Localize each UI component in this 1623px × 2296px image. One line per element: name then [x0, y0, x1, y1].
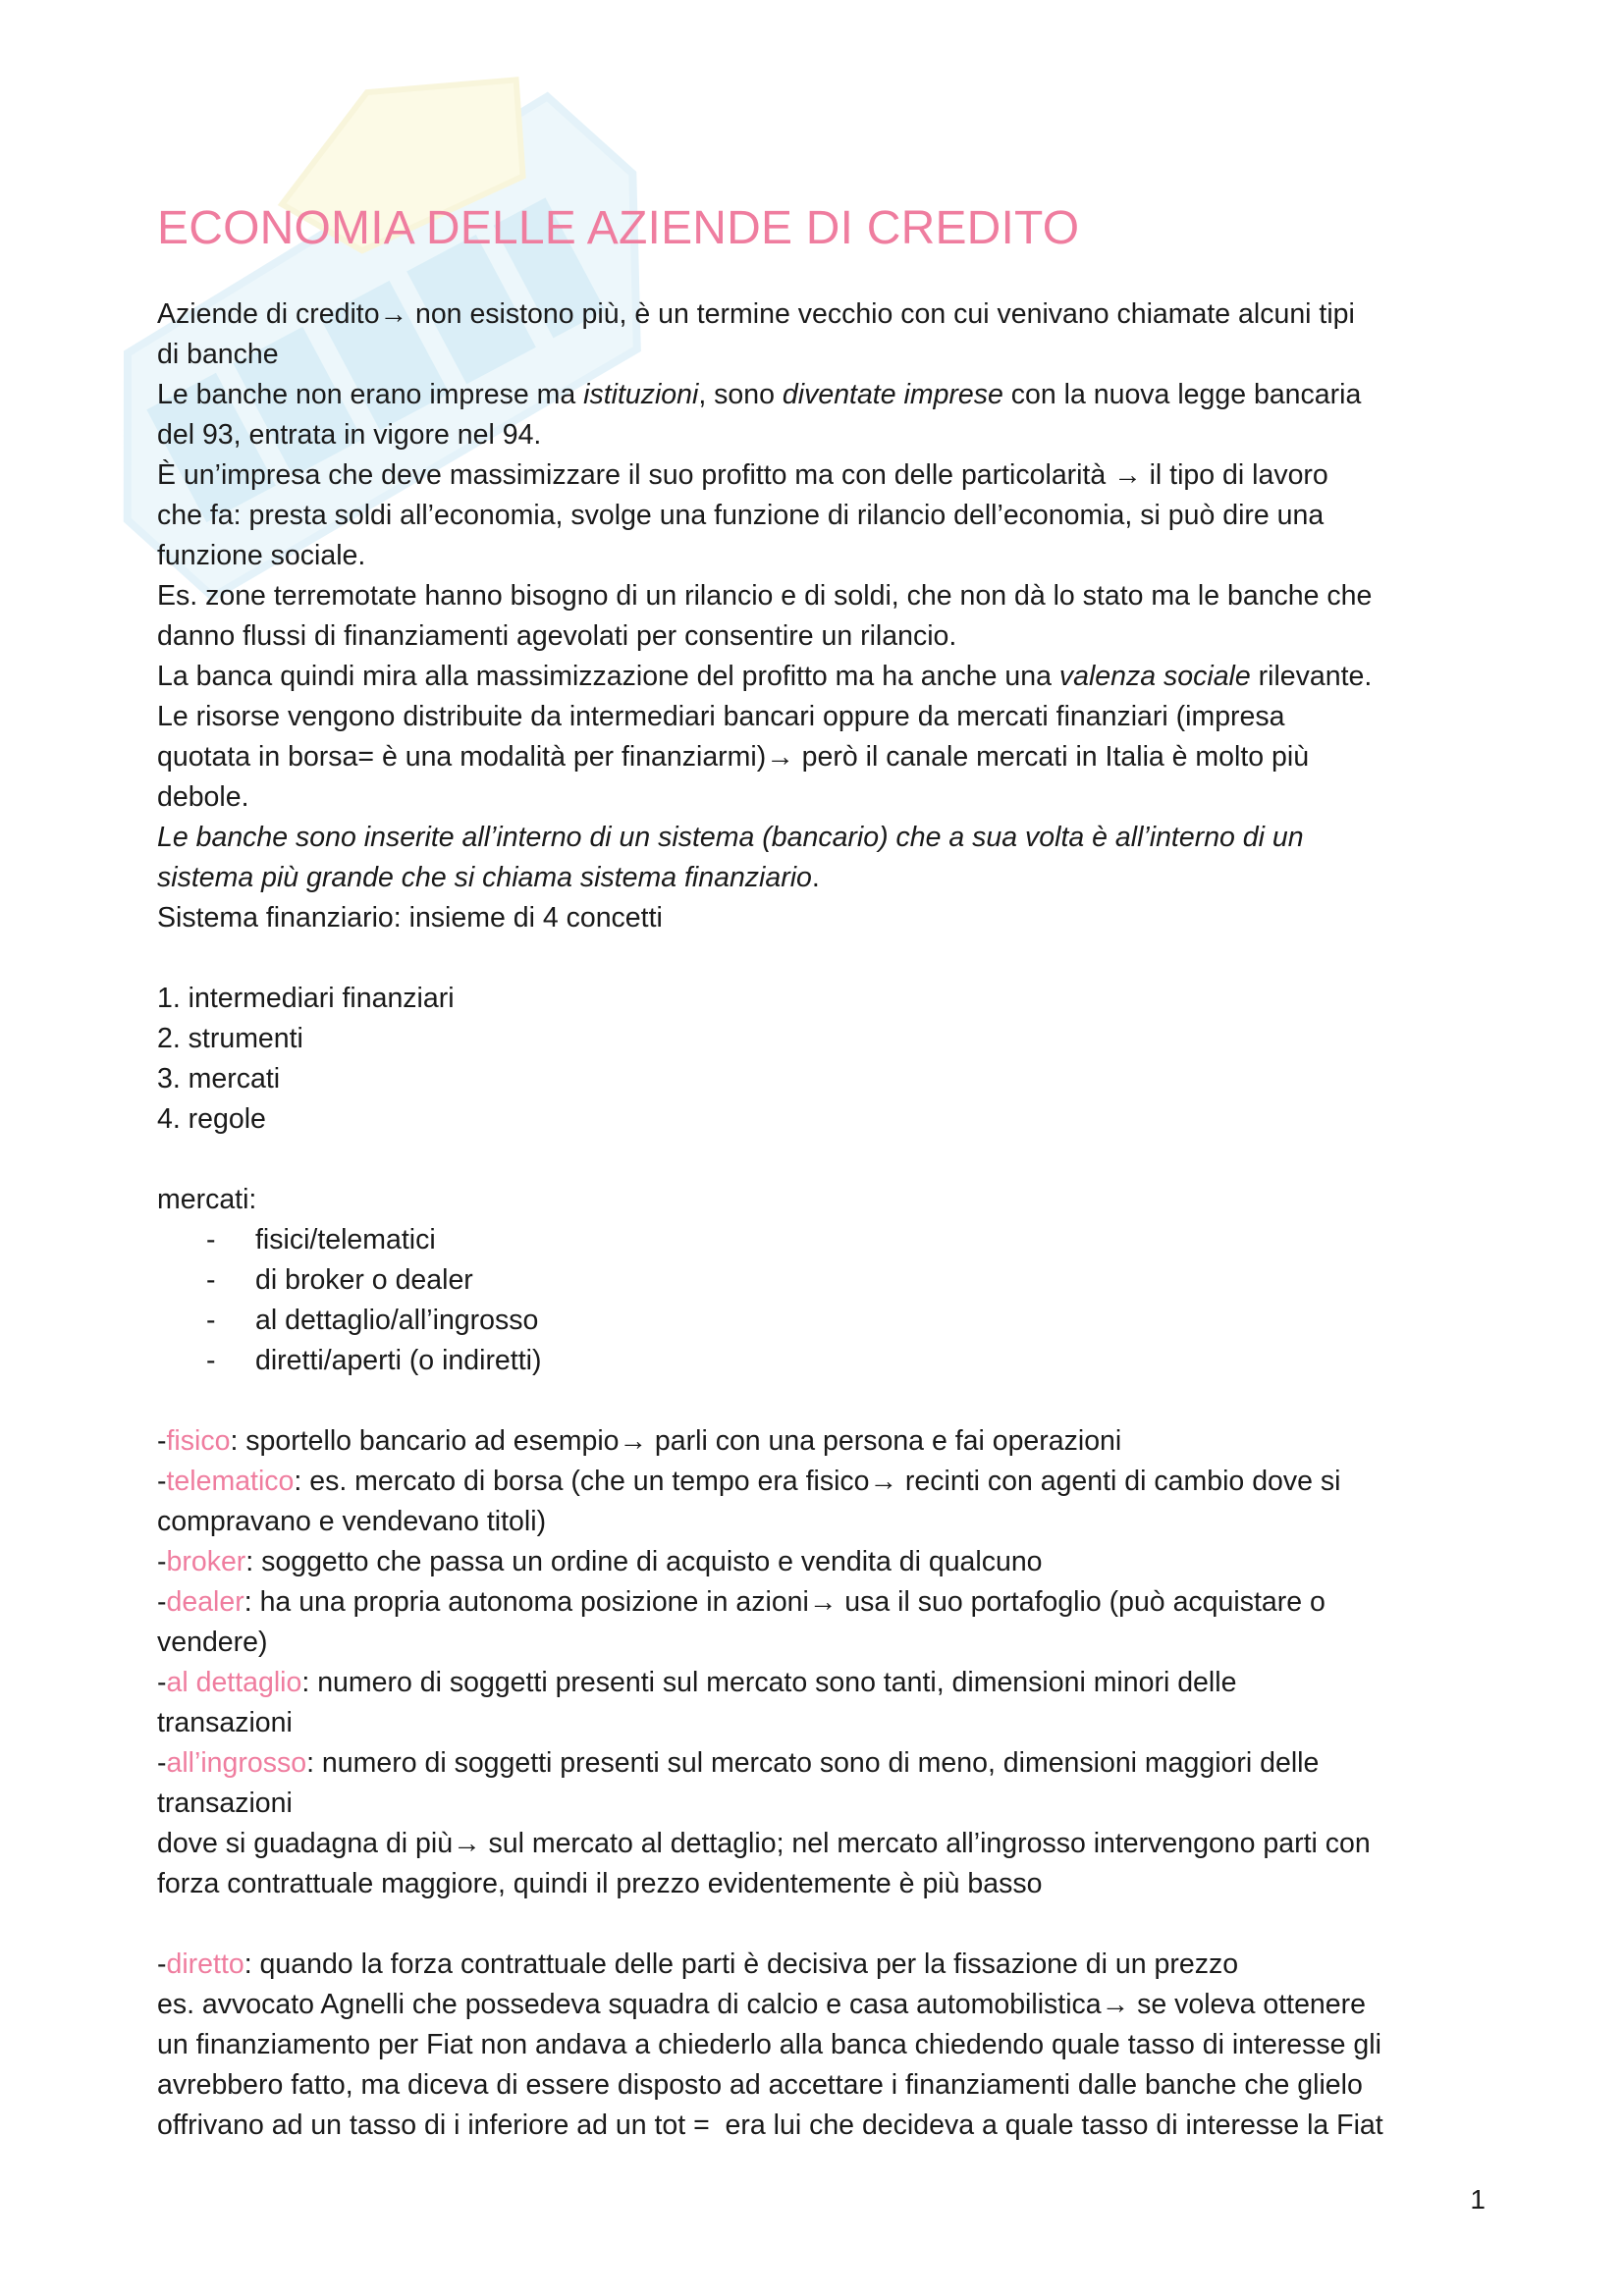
definition-line: transazioni [157, 1707, 293, 1738]
definition-text: : quando la forza contrattuale delle parti è decisiva per la fissazione di un prezzo [243, 1949, 1239, 1980]
list-item: 4. regole [157, 1103, 266, 1135]
paragraph-line: del 93, entrata in vigore nel 94. [157, 419, 542, 451]
text-run: con la nuova legge bancaria [1002, 379, 1362, 410]
definition-line: vendere) [157, 1627, 268, 1658]
text-run: rilevante. [1250, 661, 1373, 692]
paragraph-line: debole. [157, 781, 249, 813]
text-run: , sono [698, 379, 783, 410]
paragraph-line: es. avvocato Agnelli che possedeva squadra di calcio e casa automobilistica→ se voleva ottenere [157, 1989, 1366, 2020]
dash: - [157, 1425, 167, 1457]
paragraph-line: Sistema finanziario: insieme di 4 concetti [157, 902, 663, 934]
paragraph-line: Es. zone terremotate hanno bisogno di un rilancio e di soldi, che non dà lo stato ma le banche che [157, 580, 1373, 612]
dash: - [157, 1667, 167, 1698]
paragraph-line: che fa: presta soldi all’economia, svolge una funzione di rilancio dell’economia, si può dire una [157, 500, 1325, 531]
text-run: . [811, 862, 820, 893]
text-run: Le banche non erano imprese ma [157, 379, 584, 410]
definition-text: : numero di soggetti presenti sul mercato sono tanti, dimensioni minori delle [301, 1667, 1237, 1698]
paragraph-line: forza contrattuale maggiore, quindi il prezzo evidentemente è più basso [157, 1868, 1043, 1899]
italic-text: sistema più grande che si chiama sistema finanziario [157, 862, 812, 893]
paragraph-line: funzione sociale. [157, 540, 366, 571]
list-item [157, 1260, 1492, 1301]
definition-text: : numero di soggetti presenti sul mercato sono di meno, dimensioni maggiori delle [306, 1747, 1320, 1779]
paragraph-line: Le risorse vengono distribuite da intermediari bancari oppure da mercati finanziari (impresa [157, 701, 1285, 732]
definition-text: : ha una propria autonoma posizione in azioni→ usa il suo portafoglio (può acquistare o [243, 1586, 1325, 1618]
paragraph-line: offrivano ad un tasso di i inferiore ad un tot = era lui che decideva a quale tasso di interesse la Fiat [157, 2109, 1383, 2141]
paragraph-line: È un’impresa che deve massimizzare il suo profitto ma con delle particolarità → il tipo di lavoro [157, 459, 1328, 491]
definition-line [157, 1421, 1492, 1462]
paragraph-line: dove si guadagna di più→ sul mercato al dettaglio; nel mercato all’ingrosso intervengono parti con [157, 1828, 1371, 1859]
paragraph-line: un finanziamento per Fiat non andava a chiederlo alla banca chiedendo quale tasso di interesse gli [157, 2029, 1381, 2060]
dash: - [157, 1747, 167, 1779]
definition-line [157, 1945, 1492, 1985]
bullet-dash: - [206, 1264, 216, 1296]
bullet-dash: - [206, 1224, 216, 1255]
markets-label: mercati: [157, 1184, 257, 1215]
list-item: 1. intermediari finanziari [157, 983, 455, 1014]
list-item-text: fisici/telematici [255, 1224, 436, 1255]
term-highlight: all’ingrosso [166, 1747, 307, 1779]
term-highlight: fisico [166, 1425, 231, 1457]
paragraph-line: danno flussi di finanziamenti agevolati per consentire un rilancio. [157, 620, 957, 652]
definition-line [157, 1663, 1492, 1703]
paragraph-line [157, 858, 1492, 898]
italic-text: istituzioni [583, 379, 699, 410]
spacer [157, 938, 1492, 979]
paragraph-line [157, 375, 1492, 415]
definition-line [157, 1582, 1492, 1623]
text-run: La banca quindi mira alla massimizzazione del profitto ma ha anche una [157, 661, 1059, 692]
list-item [157, 1301, 1492, 1341]
term-highlight: telematico [166, 1466, 295, 1497]
spacer [157, 1140, 1492, 1180]
list-item-text: al dettaglio/all’ingrosso [255, 1305, 539, 1336]
term-highlight: dealer [166, 1586, 244, 1618]
paragraph-line: Le banche sono inserite all’interno di un sistema (bancario) che a sua volta è all’interno di un [157, 822, 1304, 853]
page-title: ECONOMIA DELLE AZIENDE DI CREDITO [157, 202, 1080, 254]
italic-text: diventate imprese [782, 379, 1003, 410]
list-item-text: di broker o dealer [255, 1264, 473, 1296]
definition-text: : sportello bancario ad esempio→ parli con una persona e fai operazioni [230, 1425, 1122, 1457]
italic-text: valenza sociale [1058, 661, 1251, 692]
spacer [157, 1904, 1492, 1945]
definition-text: : soggetto che passa un ordine di acquisto e vendita di qualcuno [245, 1546, 1043, 1577]
bullet-dash: - [206, 1345, 216, 1376]
term-highlight: diretto [166, 1949, 244, 1980]
list-item [157, 1341, 1492, 1381]
page-number: 1 [1470, 2184, 1486, 2215]
bullet-dash: - [206, 1305, 216, 1336]
definition-text: : es. mercato di borsa (che un tempo era fisico→ recinti con agenti di cambio dove si [294, 1466, 1341, 1497]
term-highlight: broker [166, 1546, 246, 1577]
definition-line [157, 1743, 1492, 1784]
definition-line: transazioni [157, 1788, 293, 1819]
paragraph-line: Aziende di credito→ non esistono più, è un termine vecchio con cui venivano chiamate alcuni tipi [157, 298, 1355, 330]
list-item: 3. mercati [157, 1063, 281, 1095]
dash: - [157, 1546, 167, 1577]
dash: - [157, 1586, 167, 1618]
list-item-text: diretti/aperti (o indiretti) [255, 1345, 542, 1376]
definition-line [157, 1462, 1492, 1502]
list-item: 2. strumenti [157, 1023, 303, 1054]
list-item [157, 1220, 1492, 1260]
paragraph-line [157, 657, 1492, 697]
definition-line [157, 1542, 1492, 1582]
term-highlight: al dettaglio [166, 1667, 302, 1698]
paragraph-line: avrebbero fatto, ma diceva di essere disposto ad accettare i finanziamenti dalle banche che glielo [157, 2069, 1363, 2101]
dash: - [157, 1949, 167, 1980]
document-page [157, 201, 1492, 2146]
paragraph-line: quotata in borsa= è una modalità per finanziarmi)→ però il canale mercati in Italia è molto più [157, 741, 1310, 773]
paragraph-line: di banche [157, 339, 279, 370]
spacer [157, 1381, 1492, 1421]
dash: - [157, 1466, 167, 1497]
definition-line: compravano e vendevano titoli) [157, 1506, 547, 1537]
